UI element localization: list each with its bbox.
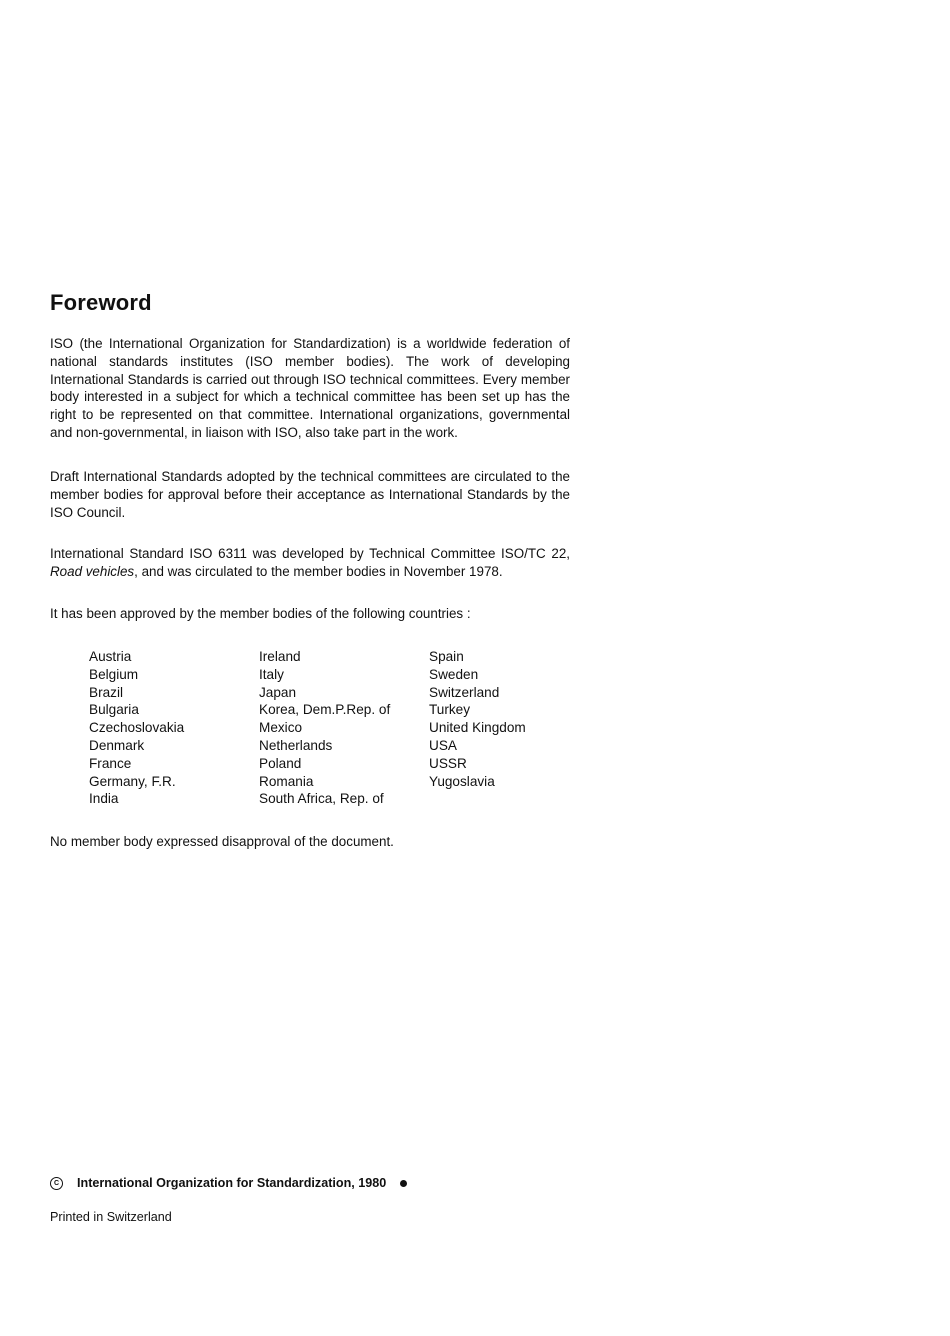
printed-location: Printed in Switzerland	[50, 1210, 172, 1224]
foreword-paragraph-approval: It has been approved by the member bodies of the following countries :	[50, 606, 471, 621]
country-item: Japan	[259, 684, 297, 700]
country-item: Austria	[89, 649, 132, 664]
country-item: Czechoslovakia	[89, 720, 185, 736]
country-item: Poland	[259, 755, 302, 771]
country-item: Germany, F.R.	[89, 773, 176, 789]
country-item: Yugoslavia	[429, 773, 495, 789]
country-item: France	[89, 755, 132, 771]
country-item: Romania	[259, 773, 314, 789]
country-item: USA	[429, 737, 457, 753]
country-item: Sweden	[429, 666, 479, 682]
country-item: Belgium	[89, 666, 139, 682]
country-item: Korea, Dem.P.Rep. of	[259, 702, 391, 718]
standard-text-start: International Standard ISO 6311 was developed by Technical Committee ISO/TC 22,	[50, 546, 570, 561]
foreword-paragraph-standard	[50, 545, 570, 581]
foreword-paragraph-iso: ISO (the International Organization for Standardization) is a worldwide federation of national standards institutes (ISO member bodies). The work of developing International Standards is carried out through ISO technical committees. Every member body interested in a subject for which a technical committee has been set up has the right to be represented on that committee. International organizations, governmental and non-governmental, in liaison with ISO, also take part in the work.	[50, 336, 570, 440]
page-title: Foreword	[50, 290, 152, 315]
country-item: Bulgaria	[89, 702, 139, 718]
country-item: Switzerland	[429, 684, 500, 700]
country-column-2	[259, 648, 429, 808]
country-item: Mexico	[259, 720, 303, 736]
committee-title: Road vehicles	[50, 563, 135, 579]
country-item: United Kingdom	[429, 720, 526, 736]
copyright-text: International Organization for Standardization, 1980	[77, 1176, 387, 1190]
foreword-paragraph-disapproval: No member body expressed disapproval of the document.	[50, 834, 394, 849]
copyright-icon: C	[50, 1177, 63, 1190]
foreword-paragraph-drafts: Draft International Standards adopted by the technical committees are circulated to the member bodies for approval before their acceptance as International Standards by the ISO Council.	[50, 469, 570, 520]
country-item: Brazil	[89, 684, 123, 700]
country-item: Turkey	[429, 702, 471, 718]
bullet-icon	[400, 1180, 407, 1187]
country-item: South Africa, Rep. of	[259, 791, 384, 807]
country-list	[89, 648, 599, 808]
country-item: Netherlands	[259, 737, 333, 753]
country-column-3	[429, 648, 599, 808]
standard-text-end: , and was circulated to the member bodies in November 1978.	[134, 563, 503, 579]
country-item: India	[89, 791, 119, 807]
copyright-line	[50, 1176, 407, 1190]
country-item: USSR	[429, 755, 467, 771]
country-item: Spain	[429, 649, 464, 664]
country-item: Ireland	[259, 649, 301, 664]
country-column-1	[89, 648, 259, 808]
country-item: Denmark	[89, 737, 145, 753]
country-item: Italy	[259, 666, 284, 682]
